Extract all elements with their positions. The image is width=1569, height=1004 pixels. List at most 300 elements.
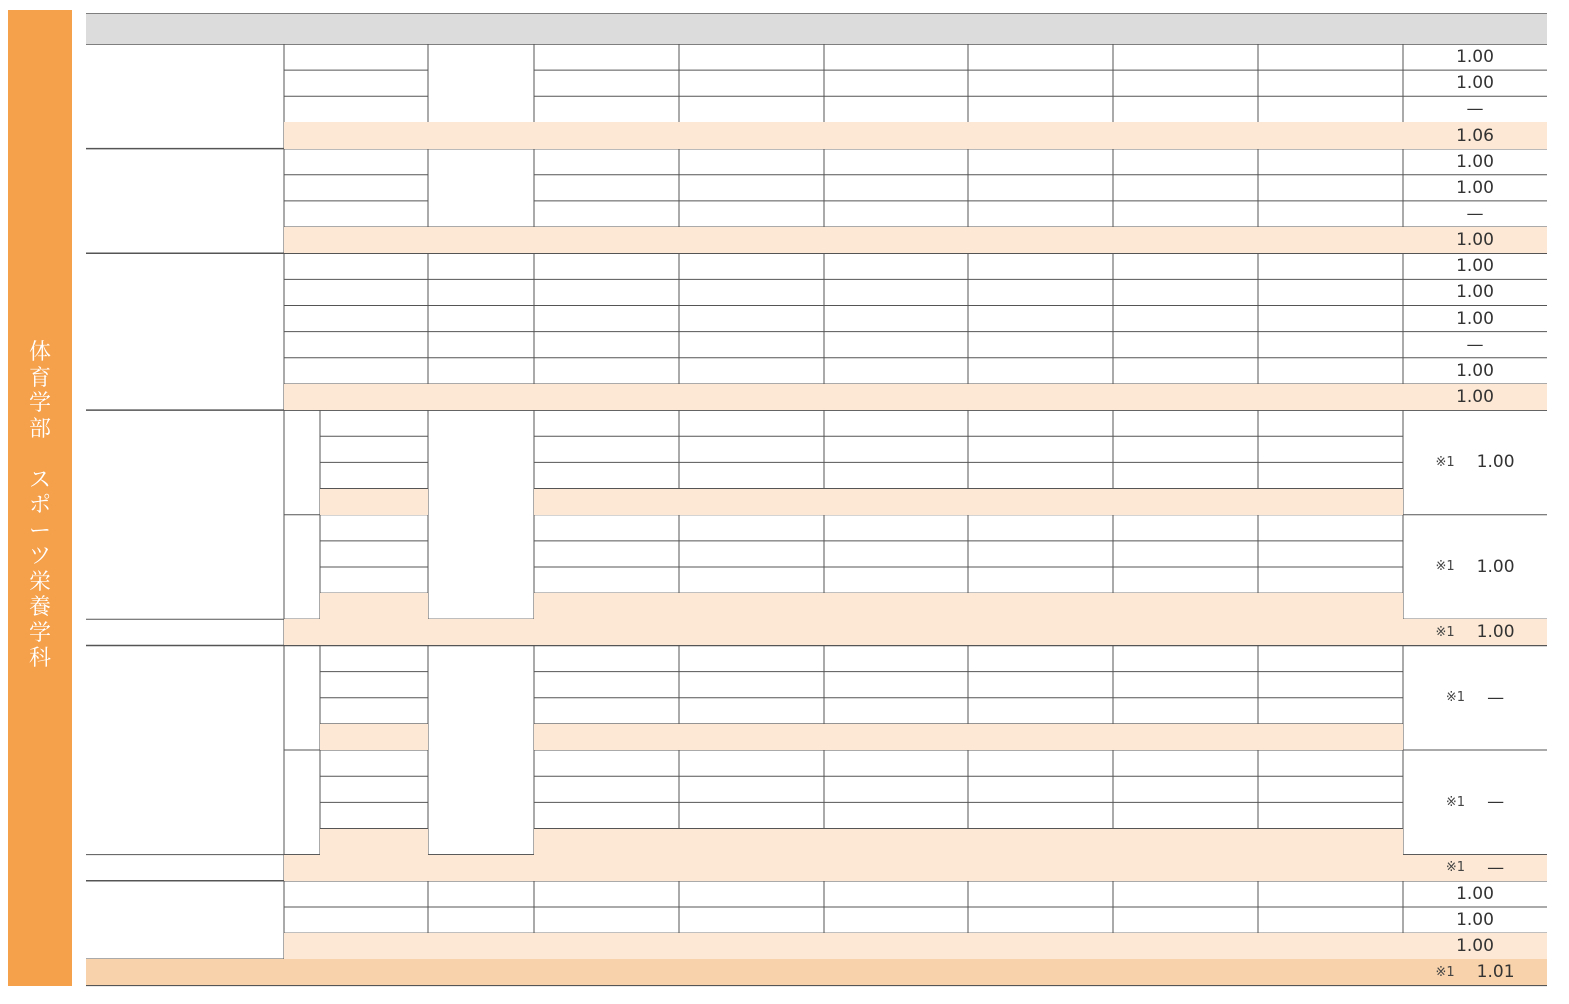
value-cell [968,122,1113,148]
value-cell [1258,881,1403,907]
row-label [320,410,428,436]
value-cell [824,358,968,384]
value-cell [968,855,1113,881]
value-cell [824,306,968,332]
ratio-cell [1403,70,1547,96]
value-cell [824,332,968,358]
method-label [284,645,320,750]
ratio-cell [1403,253,1547,279]
sidebar-title-char: ー [28,518,51,544]
ratio-value: 1.00 [1456,230,1494,251]
value-cell [534,279,679,305]
ratio-value: 1.00 [1476,622,1515,643]
value-cell [968,96,1113,122]
ratio-cell [1403,881,1547,907]
value-cell [679,907,824,933]
ratio-value: 1.00 [1456,256,1494,277]
ratio-cell [1403,332,1547,358]
value-cell [679,881,824,907]
ratio-cell [1403,907,1547,933]
value-cell [534,959,679,985]
row-label [284,358,428,384]
ratio-value: — [1466,99,1484,120]
value-cell [968,698,1113,724]
value-cell [824,436,968,462]
value-cell [534,802,679,828]
capacity-cell [428,881,534,907]
value-cell [824,201,968,227]
value-cell [968,253,1113,279]
value-cell [824,44,968,70]
value-cell [824,776,968,802]
value-cell [534,907,679,933]
capacity-cell [428,358,534,384]
value-cell [679,593,824,619]
value-cell [679,306,824,332]
footnote-mark: ※1 [1445,690,1466,706]
value-cell [968,227,1113,253]
value-cell [1113,436,1258,462]
value-cell [1113,149,1258,175]
value-cell [1258,227,1403,253]
value-cell [824,802,968,828]
value-cell [534,619,679,645]
value-cell [679,436,824,462]
value-cell [824,698,968,724]
value-cell [1113,672,1258,698]
row-label [320,802,428,828]
value-cell [1113,96,1258,122]
value-cell [968,881,1113,907]
row-label [284,227,428,253]
column-header [968,14,1113,44]
value-cell [679,750,824,776]
footnote-mark: ※1 [1435,454,1455,470]
value-cell [1113,515,1258,541]
value-cell [679,829,824,855]
value-cell [679,724,824,750]
capacity-cell [428,227,534,253]
value-cell [968,776,1113,802]
value-cell [534,436,679,462]
value-cell [679,645,824,671]
value-cell [1258,855,1403,881]
capacity-cell [428,645,534,854]
value-cell [534,567,679,593]
value-cell [1258,750,1403,776]
value-cell [824,959,968,985]
column-header [428,14,534,44]
value-cell [968,933,1113,959]
sidebar-title-char: ポ [28,493,51,518]
value-cell [1258,384,1403,410]
value-cell [534,776,679,802]
ratio-value: 1.00 [1456,151,1494,172]
ratio-value: 1.00 [1456,73,1494,94]
value-cell [968,907,1113,933]
row-label [284,279,428,305]
ratio-value: 1.00 [1476,556,1515,577]
value-cell [824,907,968,933]
value-cell [1258,175,1403,201]
value-cell [824,593,968,619]
row-label [284,253,428,279]
value-cell [679,253,824,279]
sidebar-title-char: ス [28,467,51,493]
value-cell [679,933,824,959]
value-cell [824,410,968,436]
value-cell [1258,541,1403,567]
row-label [284,306,428,332]
value-cell [1258,201,1403,227]
ratio-cell [1403,122,1547,148]
value-cell [968,332,1113,358]
value-cell [824,672,968,698]
sidebar-title-char: 育 [28,365,51,391]
selection-group-label [86,410,284,645]
value-cell [968,672,1113,698]
value-cell [1113,44,1258,70]
row-label [284,619,428,645]
value-cell [968,724,1113,750]
value-cell [824,96,968,122]
value-cell [534,358,679,384]
value-cell [534,462,679,488]
value-cell [1258,567,1403,593]
ratio-value: 1.00 [1456,47,1494,68]
row-label [284,44,428,70]
value-cell [1113,306,1258,332]
capacity-cell [428,855,534,881]
value-cell [824,279,968,305]
ratio-value: — [1466,203,1484,224]
capacity-cell [428,122,534,148]
value-cell [534,750,679,776]
column-header [1258,14,1403,44]
value-cell [679,541,824,567]
ratio-value: 1.00 [1456,308,1494,329]
value-cell [679,959,824,985]
row-label [320,515,428,541]
sidebar-title-char: 学 [28,620,51,646]
value-cell [1113,567,1258,593]
row-label [284,201,428,227]
value-cell [1258,44,1403,70]
ratio-value: 1.00 [1456,177,1494,198]
value-cell [968,489,1113,515]
value-cell [1113,70,1258,96]
value-cell [1113,829,1258,855]
value-cell [1258,619,1403,645]
value-cell [679,567,824,593]
row-label [320,698,428,724]
row-label [320,541,428,567]
value-cell [1258,698,1403,724]
value-cell [679,332,824,358]
value-cell [1113,698,1258,724]
value-cell [1258,410,1403,436]
value-cell [679,122,824,148]
value-cell [1113,724,1258,750]
row-label [320,593,428,619]
ratio-value: — [1487,792,1505,813]
value-cell [1258,593,1403,619]
ratio-cell [1403,515,1547,620]
row-label [284,855,428,881]
value-cell [679,175,824,201]
value-cell [824,750,968,776]
value-cell [824,881,968,907]
value-cell [824,855,968,881]
row-label [320,567,428,593]
value-cell [679,279,824,305]
value-cell [679,462,824,488]
value-cell [824,933,968,959]
value-cell [534,44,679,70]
capacity-cell [428,907,534,933]
value-cell [824,515,968,541]
capacity-cell [428,332,534,358]
ratio-value: — [1466,334,1484,355]
value-cell [534,149,679,175]
value-cell [824,645,968,671]
value-cell [679,855,824,881]
value-cell [679,44,824,70]
value-cell [968,802,1113,828]
value-cell [534,70,679,96]
value-cell [1258,306,1403,332]
row-label [320,489,428,515]
value-cell [1113,358,1258,384]
value-cell [1113,253,1258,279]
ratio-value: 1.00 [1476,452,1515,473]
ratio-value: — [1487,687,1505,708]
ratio-value: 1.06 [1456,125,1494,146]
value-cell [968,541,1113,567]
value-cell [968,358,1113,384]
value-cell [824,567,968,593]
sidebar-title-char: 科 [28,646,51,671]
value-cell [1258,933,1403,959]
capacity-cell [428,410,534,619]
ratio-value: 1.00 [1456,282,1494,303]
row-label [284,881,428,907]
column-header [679,14,824,44]
selection-group-label [86,149,284,254]
capacity-cell [428,279,534,305]
value-cell [679,96,824,122]
value-cell [1258,253,1403,279]
value-cell [1113,750,1258,776]
value-cell [1258,96,1403,122]
value-cell [1113,907,1258,933]
selection-group-label [86,253,284,410]
value-cell [824,462,968,488]
capacity-cell [428,384,534,410]
column-header [824,14,968,44]
value-cell [534,227,679,253]
value-cell [1113,593,1258,619]
value-cell [1113,933,1258,959]
value-cell [534,881,679,907]
row-label [320,776,428,802]
value-cell [968,410,1113,436]
ratio-cell [1403,149,1547,175]
value-cell [679,698,824,724]
value-cell [534,645,679,671]
sidebar-title-char: 部 [28,416,51,442]
value-cell [534,515,679,541]
footnote-mark: ※1 [1445,794,1466,810]
value-cell [679,410,824,436]
ratio-cell [1403,959,1547,985]
ratio-cell [1403,933,1547,959]
value-cell [1258,802,1403,828]
value-cell [968,462,1113,488]
value-cell [1113,776,1258,802]
value-cell [534,489,679,515]
value-cell [679,802,824,828]
value-cell [679,489,824,515]
ratio-cell [1403,410,1547,515]
value-cell [968,44,1113,70]
value-cell [534,541,679,567]
ratio-cell [1403,619,1547,645]
value-cell [968,959,1113,985]
value-cell [534,175,679,201]
row-label [320,462,428,488]
row-label [284,332,428,358]
row-label [320,672,428,698]
value-cell [824,724,968,750]
row-label [284,384,428,410]
value-cell [824,541,968,567]
value-cell [679,227,824,253]
value-cell [968,645,1113,671]
value-cell [1113,410,1258,436]
value-cell [1258,489,1403,515]
capacity-cell [428,619,534,645]
value-cell [824,829,968,855]
value-cell [1113,175,1258,201]
value-cell [1113,227,1258,253]
value-cell [968,750,1113,776]
value-cell [534,933,679,959]
value-cell [1258,70,1403,96]
row-label [284,122,428,148]
footnote-mark: ※1 [1435,964,1455,980]
value-cell [1258,907,1403,933]
value-cell [679,672,824,698]
value-cell [824,227,968,253]
value-cell [824,253,968,279]
value-cell [1113,279,1258,305]
method-label [284,515,320,620]
value-cell [968,515,1113,541]
value-cell [1113,645,1258,671]
row-label [284,175,428,201]
value-cell [679,776,824,802]
value-cell [968,201,1113,227]
value-cell [1113,332,1258,358]
value-cell [1258,776,1403,802]
value-cell [534,829,679,855]
value-cell [968,306,1113,332]
value-cell [824,384,968,410]
value-cell [1258,122,1403,148]
row-label [320,829,428,855]
value-cell [534,672,679,698]
value-cell [679,384,824,410]
value-cell [679,70,824,96]
value-cell [534,384,679,410]
ratio-cell [1403,384,1547,410]
capacity-cell [428,149,534,227]
value-cell [534,724,679,750]
value-cell [1258,149,1403,175]
value-cell [968,619,1113,645]
value-cell [1113,462,1258,488]
sidebar-title-char [8,442,72,468]
value-cell [534,855,679,881]
value-cell [1113,541,1258,567]
value-cell [824,70,968,96]
value-cell [968,384,1113,410]
value-cell [1113,619,1258,645]
value-cell [968,567,1113,593]
ratio-value: 1.00 [1456,936,1494,957]
row-label [320,750,428,776]
selection-group-label [86,881,284,959]
value-cell [679,201,824,227]
value-cell [1113,201,1258,227]
column-header [1113,14,1258,44]
capacity-cell [428,306,534,332]
ratio-cell [1403,227,1547,253]
value-cell [1113,384,1258,410]
selection-group-label [86,645,284,880]
sidebar-title-char: 学 [28,391,51,416]
value-cell [1258,645,1403,671]
method-label [284,750,320,855]
value-cell [534,253,679,279]
footnote-mark: ※1 [1435,559,1455,575]
sidebar-title-char: ツ [28,544,51,569]
value-cell [1258,672,1403,698]
value-cell [534,593,679,619]
value-cell [679,358,824,384]
value-cell [824,175,968,201]
value-cell [534,698,679,724]
value-cell [968,593,1113,619]
value-cell [1113,881,1258,907]
value-cell [679,515,824,541]
value-cell [824,619,968,645]
value-cell [968,829,1113,855]
row-label [284,149,428,175]
department-title [8,340,72,672]
ratio-cell [1403,201,1547,227]
value-cell [534,306,679,332]
sidebar-title-char: 栄 [28,569,51,595]
value-cell [1113,489,1258,515]
ratio-cell [1403,279,1547,305]
ratio-cell [1403,645,1547,750]
value-cell [824,149,968,175]
value-cell [968,175,1113,201]
value-cell [1113,802,1258,828]
ratio-cell [1403,358,1547,384]
